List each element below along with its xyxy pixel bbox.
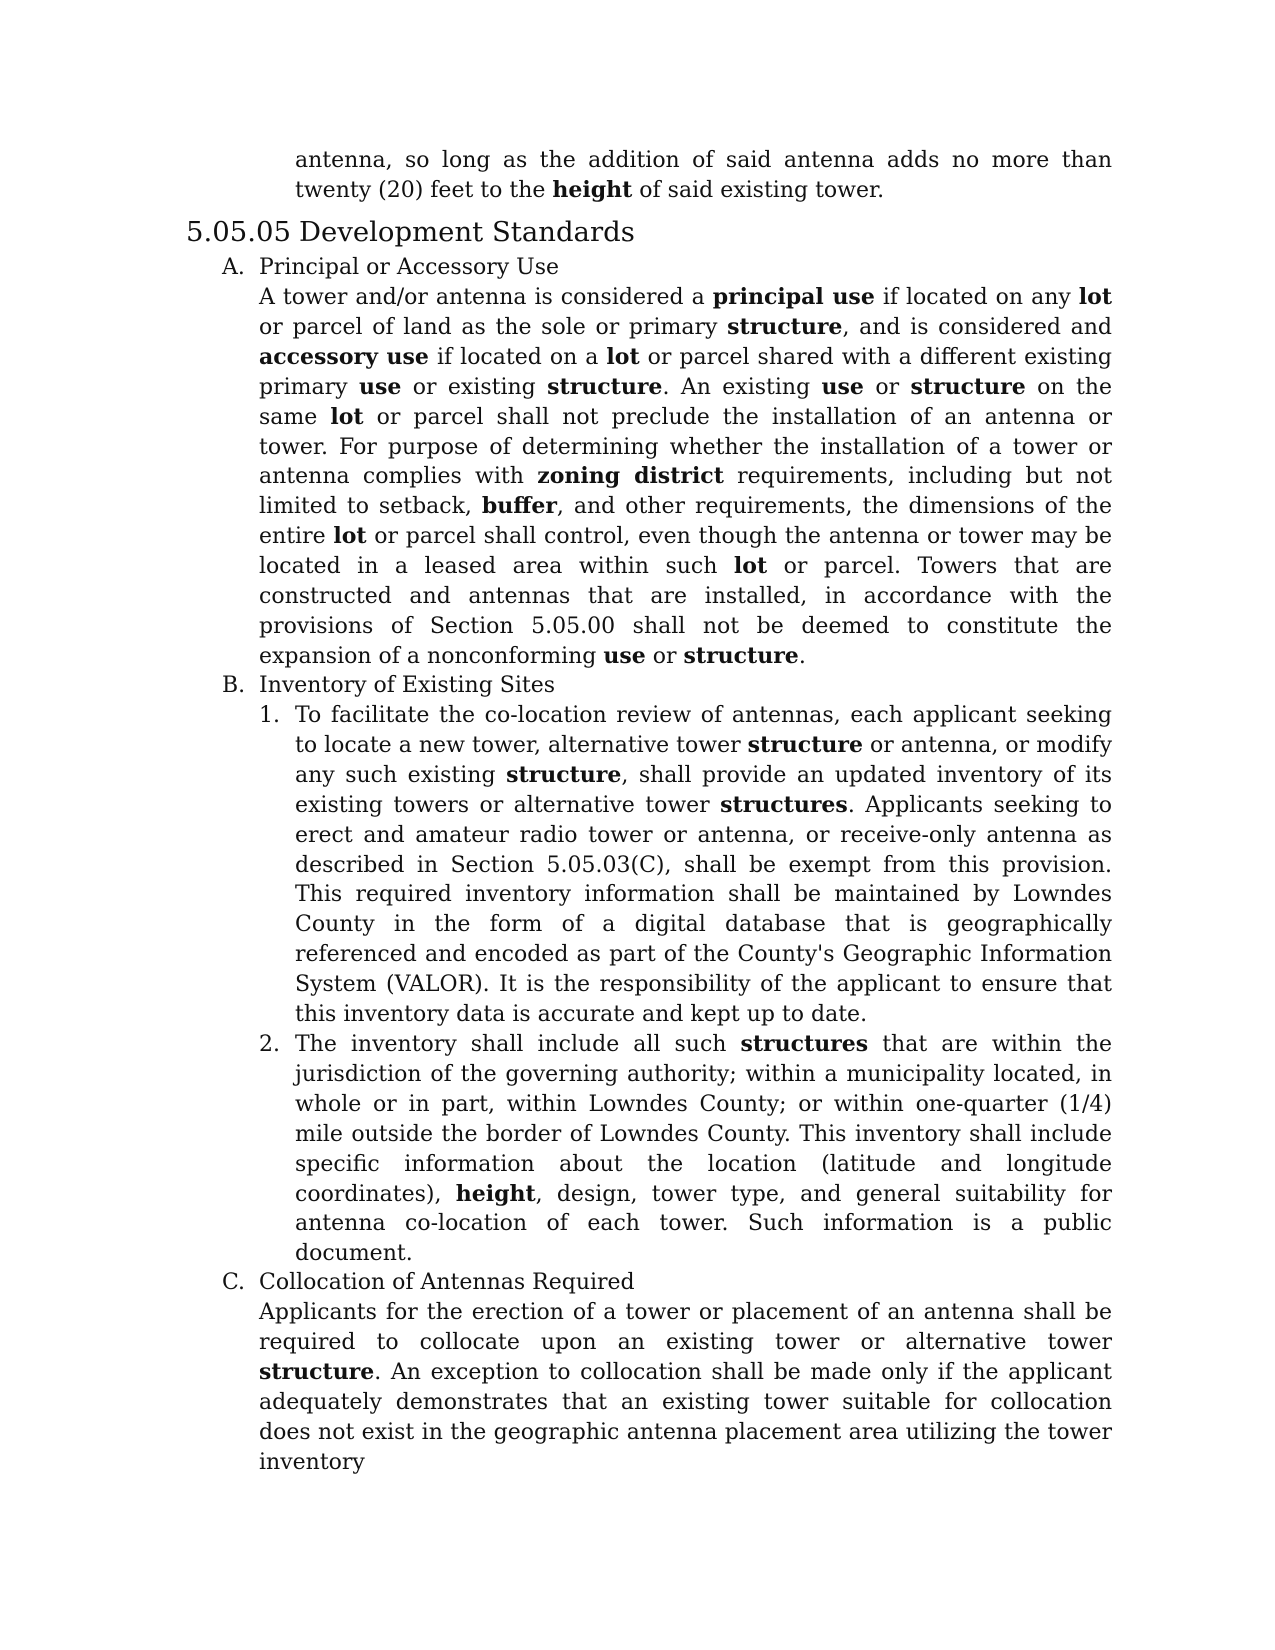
defined-term: zoning district — [537, 463, 724, 490]
defined-term: lot — [606, 343, 640, 370]
continuation-paragraph — [295, 146, 1112, 206]
text-run: or antenna, or modify any such existing — [295, 732, 1113, 788]
text-run: antenna, so long as the addition of said antenna adds no more than twenty (20) feet to the — [295, 148, 1112, 203]
text-run: . An exception to collocation shall be made only if the applicant adequately demonstrates that an existing tower suitable for collocation does not exist in the geographic antenna placement area utilizing the tower inventory — [259, 1359, 1112, 1475]
text-run: A tower and/or antenna is considered a — [259, 285, 713, 310]
text-run: or parcel. Towers that are constructed and antennas that are installed, in accordance with the provisions of Section 5.05.00 shall not be deemed to constitute the expansion of a nonconforming — [259, 554, 1112, 669]
text-run: or — [863, 374, 911, 400]
section-heading — [186, 214, 635, 250]
text-run: if located on a — [428, 344, 607, 370]
defined-term: lot — [330, 403, 364, 430]
section-title: Development Standards — [299, 216, 635, 248]
defined-term: height — [455, 1180, 536, 1207]
subsection-title: Collocation of Antennas Required — [259, 1270, 635, 1295]
defined-term: structure — [547, 373, 663, 400]
text-run: Applicants for the erection of a tower or placement of an antenna shall be required to collocate upon an existing tower or alternative tower — [259, 1300, 1112, 1355]
defined-term: use — [358, 373, 402, 400]
defined-term: structures — [720, 791, 848, 818]
text-run: or parcel shared with a different existing primary — [259, 344, 1113, 400]
section-number: 5.05.05 — [186, 216, 291, 248]
text-run: , and is considered and — [842, 314, 1113, 340]
list-item-body-1 — [295, 701, 1112, 1030]
defined-term: structure — [747, 731, 863, 758]
defined-term: lot — [1078, 284, 1112, 310]
text-run: or parcel of land as the sole or primary — [259, 314, 728, 340]
subsection-c-body — [259, 1298, 1112, 1477]
list-item-marker: 1. — [259, 703, 280, 728]
text-run: on the same — [259, 374, 1112, 430]
defined-term: structure — [259, 1358, 375, 1385]
defined-term: lot — [733, 553, 768, 580]
text-run: , shall provide an updated inventory of its existing towers or alternative tower — [295, 762, 1113, 818]
text-run: The inventory shall include all such — [295, 1032, 741, 1057]
text-run: . An existing — [662, 374, 822, 400]
subsection-title: Principal or Accessory Use — [259, 255, 560, 280]
defined-term: structure — [683, 642, 799, 669]
defined-term: structure — [910, 373, 1026, 400]
text-run: that are within the jurisdiction of the governing authority; within a municipality located, in whole or in part, within Lowndes County; or within one-quarter (1/4) mile outside the border of Lowndes County. This inventory shall include specific information about the location (latitude and longitude coordinates), — [295, 1032, 1113, 1207]
text-run: . — [798, 643, 806, 669]
subsection-marker: C. — [222, 1270, 246, 1295]
text-run: . Applicants seeking to erect and amateur radio tower or antenna, or receive-only antenna as described in Section 5.05.03(C), shall be exempt from this provision. This required inventory information shall be maintained by Lowndes County in the form of a digital database that is geographically referenced and encoded as part of the County's Geographic Information System (VALOR). It is the responsibility of the applicant to ensure that this inventory data is accurate and kept up to date. — [295, 792, 1112, 1028]
text-run: , design, tower type, and general suitability for antenna co-location of each tower. Such information is a public document. — [295, 1181, 1112, 1267]
defined-term: structures — [740, 1031, 869, 1057]
text-run: To facilitate the co-location review of antennas, each applicant seeking to locate a new tower, alternative tower — [295, 703, 1112, 758]
text-run: of said existing tower. — [632, 177, 885, 203]
text-run: or parcel shall control, even though the antenna or tower may be located in a leased area within such — [259, 524, 1112, 580]
defined-term: use — [603, 642, 646, 669]
text-run: or existing — [401, 374, 548, 400]
defined-term: structure — [727, 313, 843, 340]
text-run: requirements, including but not limited to setback, — [259, 464, 1112, 520]
list-item-body-2 — [295, 1030, 1112, 1269]
defined-term: lot — [333, 523, 367, 550]
subsection-title: Inventory of Existing Sites — [259, 673, 556, 698]
subsection-a-body — [259, 283, 1112, 672]
defined-term: structure — [506, 761, 622, 788]
list-item-marker: 2. — [259, 1032, 280, 1057]
defined-term: principal use — [712, 284, 875, 310]
text-run: , and other requirements, the dimensions of the entire — [259, 494, 1112, 550]
defined-term: buffer — [481, 493, 557, 520]
subsection-marker: A. — [222, 255, 245, 280]
text-run: or — [645, 643, 684, 669]
text-run: if located on any — [874, 285, 1079, 310]
text-run: or parcel shall not preclude the installation of an antenna or tower. For purpose of determining whether the installation of a tower or antenna complies with — [259, 404, 1113, 490]
defined-term: accessory use — [259, 343, 429, 370]
subsection-marker: B. — [222, 673, 246, 698]
defined-term: use — [821, 373, 864, 400]
defined-term: height — [552, 176, 633, 203]
